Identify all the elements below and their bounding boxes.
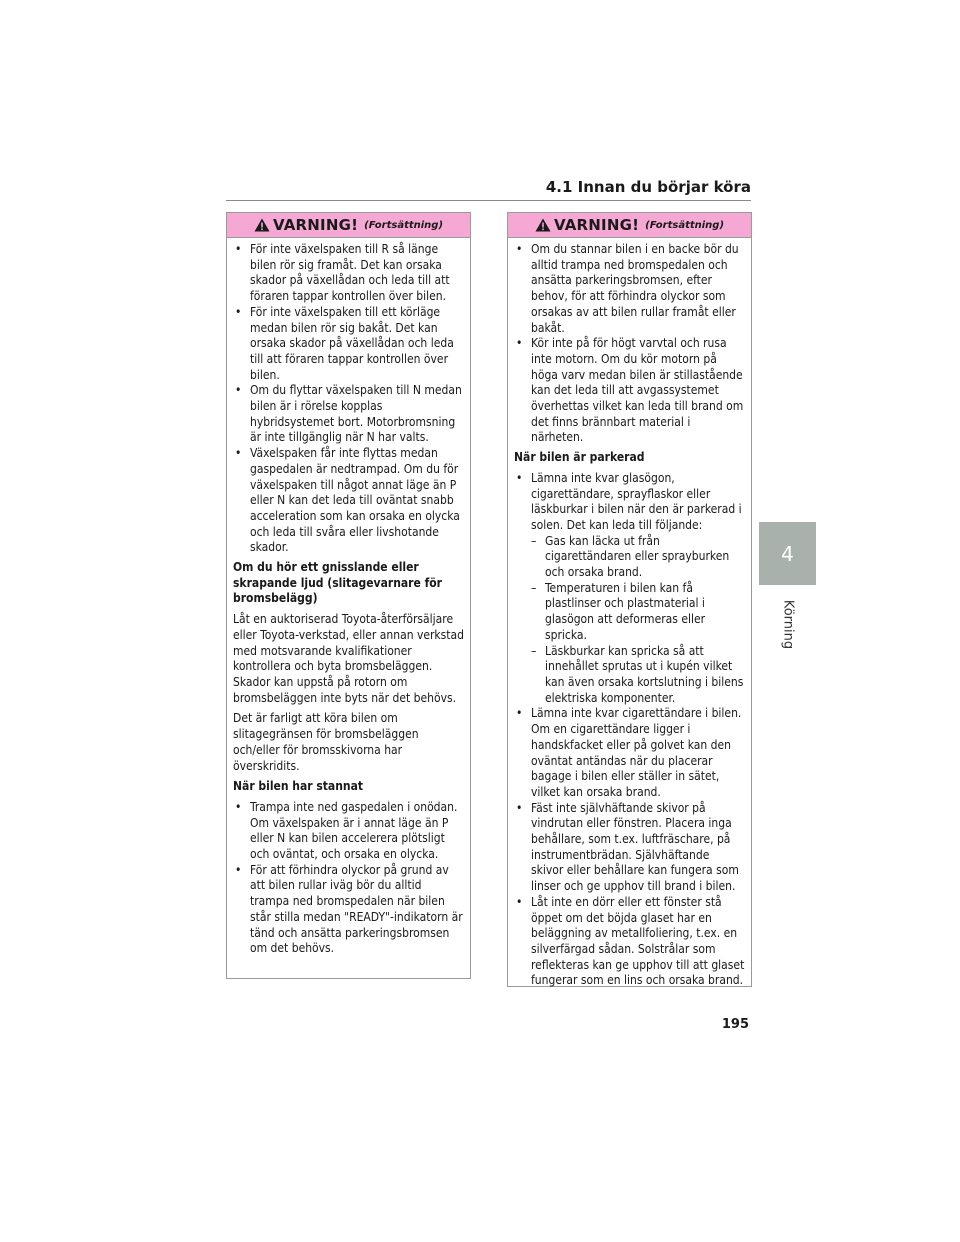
bullet-item: • För att förhindra olyckor på grund av att bilen rullar iväg bör du alltid trampa ned bromspedalen när bilen står stilla medan "READY"-indikatorn är tänd och ansätta parkeringsbromsen om det behövs. — [233, 863, 464, 957]
warning-triangle-icon — [535, 218, 551, 232]
bullet-item: • Om du flyttar växelspaken till N medan bilen är i rörelse kopplas hybridsystemet bort. Motorbromsning är inte tillgänglig när N har valts. — [233, 383, 464, 446]
bullet-list — [514, 471, 745, 989]
warning-box-left — [226, 212, 471, 979]
bullet-item: • Låt inte en dörr eller ett fönster stå öppet om det böjda glaset har en beläggning av metallfoliering, t.ex. en silverfärgad sådan. Solstrålar som reflekteras kan ge upphov till att glaset fungerar som en lins och orsaka brand. — [514, 895, 745, 989]
sub-heading: När bilen är parkerad — [514, 450, 645, 465]
sub-heading: När bilen har stannat — [233, 779, 364, 794]
bullet-item: • För inte växelspaken till R så länge bilen rör sig framåt. Det kan orsaka skador på växellådan och leda till att föraren tappar kontrollen över bilen. — [233, 242, 464, 305]
bullet-list — [233, 242, 464, 556]
section-title: 4.1 Innan du börjar köra — [545, 178, 751, 196]
bullet-list — [514, 242, 745, 446]
header-rule — [226, 200, 751, 201]
chapter-number: 4 — [781, 541, 794, 566]
bullet-item: • För inte växelspaken till ett körläge medan bilen rör sig bakåt. Det kan orsaka skador på växellådan och leda till att föraren tappar kontrollen över bilen. — [233, 305, 464, 384]
bullet-text: Lämna inte kvar glasögon, cigarettändare, sprayflaskor eller läskburkar i bilen när den är parkerad i solen. Det kan leda till följande: — [531, 470, 742, 532]
paragraph: Det är farligt att köra bilen om slitagegränsen för bromsbeläggen och/eller för bromsskivorna har överskridits. — [233, 711, 419, 773]
dash-item: – Läskburkar kan spricka så att innehållet sprutas ut i kupén vilket kan även orsaka kortslutning i bilens elektriska komponenter. — [514, 644, 745, 707]
warning-triangle-icon — [254, 218, 270, 232]
warning-header — [508, 213, 751, 238]
warning-subtitle: (Fortsättning) — [364, 219, 444, 231]
warning-header — [227, 213, 470, 238]
bullet-item: • Lämna inte kvar cigarettändare i bilen. Om en cigarettändare ligger i handskfacket eller på golvet kan den oväntat antändas när du placerar bagage i bilen eller ställer in sätet, vilket kan orsaka brand. — [514, 706, 745, 800]
page-number: 195 — [721, 1017, 749, 1032]
chapter-tab — [759, 522, 816, 585]
warning-body — [508, 238, 751, 989]
bullet-item: • Trampa inte ned gaspedalen i onödan. Om växelspaken är i annat läge än P eller N kan bilen accelerera plötsligt och oväntat, och orsaka en olycka. — [233, 800, 464, 863]
warning-subtitle: (Fortsättning) — [645, 219, 725, 231]
bullet-item: • Fäst inte självhäftande skivor på vindrutan eller fönstren. Placera inga behållare, som t.ex. luftfräschare, på instrumentbrädan. Självhäftande skivor eller behållare kan fungera som linser och ge upphov till brand i bilen. — [514, 801, 745, 895]
paragraph: Låt en auktoriserad Toyota-återförsäljare eller Toyota-verkstad, eller annan verkstad med motsvarande kvalifikationer kontrollera och byta bromsbeläggen. Skador kan uppstå på rotorn om bromsbeläggen inte byts när det behövs. — [233, 612, 465, 705]
warning-box-right — [507, 212, 752, 987]
bullet-item: • Kör inte på för högt varvtal och rusa inte motorn. Om du kör motorn på höga varv medan bilen är stillastående kan det leda till att avgassystemet överhettas vilket kan leda till brand om det finns brännbart material i närheten. — [514, 336, 745, 446]
dash-item: – Gas kan läcka ut från cigarettändaren eller sprayburken och orsaka brand. — [514, 534, 745, 581]
sub-heading: Om du hör ett gnisslande eller skrapande ljud (slitagevarnare för bromsbelägg) — [233, 560, 443, 606]
warning-body — [227, 238, 470, 957]
bullet-item: • Växelspaken får inte flyttas medan gaspedalen är nedtrampad. Om du för växelspaken till något annat läge än P eller N kan det leda till oväntat snabb acceleration som kan orsaka en olycka och leda till svåra eller livshotande skador. — [233, 446, 464, 556]
bullet-item — [514, 471, 745, 707]
warning-title: VARNING! — [553, 216, 640, 234]
bullet-item: • Om du stannar bilen i en backe bör du alltid trampa ned bromspedalen och ansätta parkeringsbromsen, efter behov, för att förhindra olyckor som orsakas av att bilen rullar framåt eller bakåt. — [514, 242, 745, 336]
warning-title: VARNING! — [272, 216, 359, 234]
dash-item: – Temperaturen i bilen kan få plastlinser och plastmaterial i glasögon att deformeras eller spricka. — [514, 581, 745, 644]
dash-list — [514, 534, 745, 707]
bullet-list — [233, 800, 464, 957]
chapter-label: Körning — [780, 599, 796, 650]
